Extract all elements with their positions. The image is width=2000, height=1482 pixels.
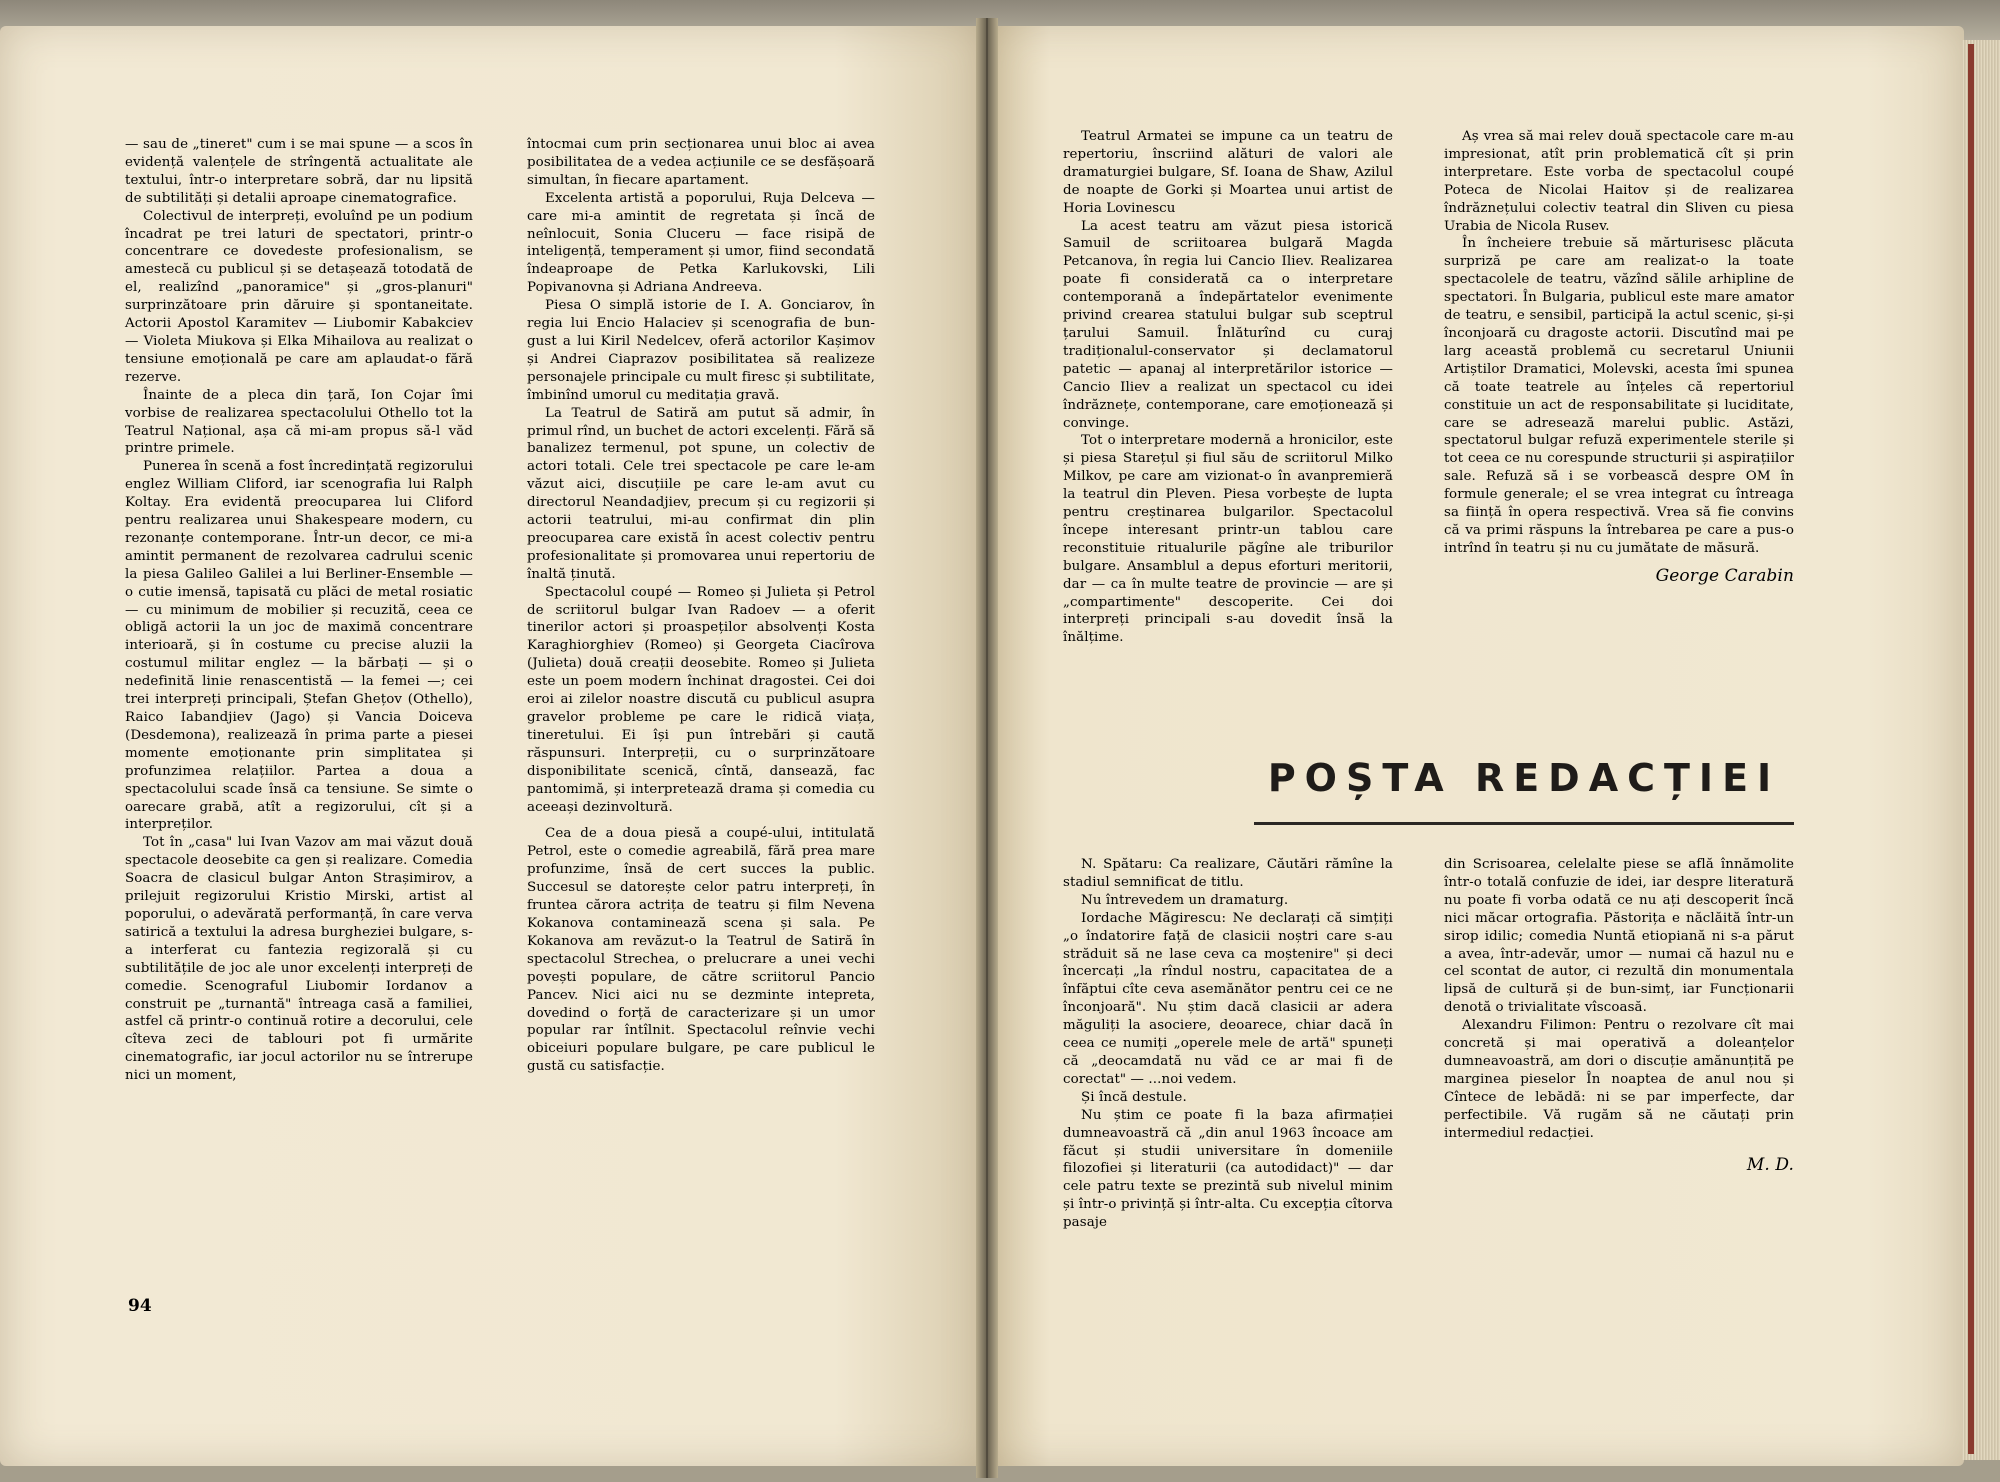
paragraph: Nu întrevedem un dramaturg. bbox=[1081, 892, 1289, 908]
paragraph: Nu știm ce poate fi la baza afirmației dumneavoastră că „din anul 1963 încoace am făcut și studii universitare în domeniile filozofiei și literaturii (ca autodidact)" — dar cele patru texte se prezintă sub nivelul minim și într-o privință și într-alta. Cu excepția cîtorva pasaje bbox=[1063, 1107, 1393, 1231]
paragraph: Și încă destule. bbox=[1081, 1089, 1187, 1105]
book-gutter bbox=[976, 18, 998, 1478]
paragraph: din Scrisoarea, celelalte piese se află înnămolite într-o totală confuzie de idei, iar despre literatură nu poate fi vorba odată ce nu ați descoperit încă nici măcar ortografia. Păstorița e năclăită într-un sirop idilic; comedia Nuntă etiopiană ni s-a părut a avea, într-adevăr, umor — numai că hazul nu e cel scontat de autor, ci rezultă din monumentala lipsă de cultură și de bun-simț, iar Funcționarii denotă o trivialitate vîscoasă. bbox=[1444, 857, 1794, 1016]
paragraph: Punerea în scenă a fost încredințată regizorului englez William Cliford, iar scenografia lui Ralph Koltay. Era evidentă preocuparea lui Cliford pentru realizarea unui Shakespeare modern, cu rezonanțe contemporane. Într-un decor, ce mi-a amintit permanent de rezolvarea cadrului scenic la piesa Galileo Galilei a lui Berliner-Ensemble — o cutie imensă, tapisată cu plăci de metal rosiatic — cu minimum de mobilier și recuzită, ceea ce obligă actorii la un joc de maximă concentrare interioară, și în costume cu precise aluzii la costumul militar englez — la bărbați — și o nedefinită linie renascentistă — la femei —; cei trei interpreți principali, Ștefan Ghețov (Othello), Raico Iabandjiev (Jago) și Vancia Doiceva (Desdemona), realizează în prima parte a piesei momente emoționante prin simplitatea și profunzimea relațiilor. Partea a doua a spectacolului scade însă ca tensiune. Se simte o oarecare grabă, atît a regizorului, cît și a interpreților. bbox=[125, 459, 473, 833]
heading-rule bbox=[1254, 822, 1794, 825]
article-column-4 bbox=[1444, 128, 1794, 586]
letters-column-2 bbox=[1444, 856, 1794, 1174]
paragraph: întocmai cum prin secționarea unui bloc ai avea posibilitatea de a vedea acțiunile ce se desfășoară simultan, în fiecare apartament. bbox=[527, 137, 875, 188]
article-column-3 bbox=[1063, 128, 1393, 647]
paragraph: — sau de „tineret" cum i se mai spune — a scos în evidență valențele de strîngentă actualitate ale textului, într-o interpretare sobră, dar nu lipsită de subtilități și detalii aproape cinematografice. bbox=[125, 137, 473, 206]
letters-column-1 bbox=[1063, 856, 1393, 1232]
paragraph: Piesa O simplă istorie de I. A. Gonciarov, în regia lui Encio Halaciev și scenografia de bun-gust a lui Kiril Nedelcev, oferă actorilor Kașimov și Andrei Ciaprazov posibilitatea să realizeze personajele principale cu mult firesc și subtilitate, îmbinînd umorul cu meditația gravă. bbox=[527, 298, 875, 403]
paragraph: Alexandru Filimon: Pentru o rezolvare cît mai concretă și mai operativă a doleanțelor dumneavoastră, am dori o discuție amănunțită pe marginea pieselor În noaptea de anul nou și Cîntece de lebădă: ni se par imperfecte, dar perfectibile. Vă rugăm să ne căutați prin intermediul redacției. bbox=[1444, 1018, 1794, 1141]
article-column-1 bbox=[125, 136, 473, 1085]
paragraph: Iordache Măgirescu: Ne declarați că simțiți „o îndatorire față de clasicii noștri care s-au străduit să ne lase ceva ca moștenire" și deci încercați „la rîndul nostru, capacitatea de a înfăptui cîte ceva asemănător pentru cei ce ne înconjoară". Nu știm dacă clasicii ar adera măguliți la asociere, deoarece, chiar dacă în ceea ce numiți „operele mele de artă" spuneți că „deocamdată nu văd ce ar mai fi de corectat" — ...noi vedem. bbox=[1063, 910, 1393, 1087]
paragraph: La acest teatru am văzut piesa istorică Samuil de scriitoarea bulgară Magda Petcanova, în regia lui Cancio Iliev. Realizarea poate fi considerată ca o interpretare contemporană a îndepărtatelor evenimente privind crearea statului bulgar sub sceptrul țarului Samuil. Înlăturînd cu curaj tradiționalul-conservator și declamatorul patetic — apanaj al interpretărilor istorice — Cancio Iliev a realizat un spectacol cu idei îndrăznețe, contemporane, care emoționează și convinge. bbox=[1063, 218, 1393, 431]
page-number: 94 bbox=[128, 1296, 152, 1316]
paragraph: La Teatrul de Satiră am putut să admir, în primul rînd, un buchet de actori excelenți. Fără să banalizez termenul, pot spune, un colectiv de actori totali. Cele trei spectacole pe care le-am văzut aici, discuțiile pe care le-am avut cu directorul Neandadjiev, precum și cu regizorii și actorii teatrului, mi-au confirmat din plin preocuparea care există în acest colectiv pentru profesionalitate și promovarea unui repertoriu de înaltă ținută. bbox=[527, 405, 875, 582]
paragraph: N. Spătaru: Ca realizare, Căutări rămîne la stadiul semnificat de titlu. bbox=[1063, 857, 1393, 890]
paragraph: Cea de a doua piesă a coupé-ului, intitulată Petrol, este o comedie agreabilă, fără prea mare profunzime, însă de cert succes la public. Succesul se datorește celor patru interpreți, în fruntea cărora actrița de teatru și film Nevena Kokanova contaminează scena și sala. Pe Kokanova am revăzut-o la Teatrul de Satiră în spectacolul Strechea, o prelucrare a unei vechi povești populare, de către scriitorul Pancio Pancev. Nici aici nu se dezminte intepreta, dovedind o forță de caracterizare și un umor popular rar întîlnit. Spectacolul reînvie vechi obiceiuri populare bulgare, pe care publicul le gustă cu satisfacție. bbox=[527, 826, 875, 1075]
section-heading: POȘTA REDACȚIEI bbox=[1267, 756, 1781, 800]
article-column-2 bbox=[527, 136, 875, 1076]
paragraph: Înainte de a pleca din țară, Ion Cojar îmi vorbise de realizarea spectacolului Othello tot la Teatrul Național, așa că mi-am propus să-l văd printre primele. bbox=[125, 387, 473, 457]
paragraph: Tot o interpretare modernă a hronicilor, este și piesa Starețul și fiul său de scriitorul Milko Milkov, pe care am vizionat-o în avanpremieră la teatrul din Pleven. Piesa vorbește de lupta pentru creștinarea bulgarilor. Spectacolul începe interesant printr-un tablou care reconstituie ritualurile păgîne ale triburilor bulgare. Ansamblul a depus eforturi meritorii, dar — ca în multe teatre de provincie — are și „compartimente" descoperite. Cei doi interpreți principali s-au dovedit însă la înălțime. bbox=[1063, 433, 1393, 646]
paragraph: Colectivul de interpreți, evoluînd pe un podium încadrat pe trei laturi de spectatori, printr-o concentrare ce dovedeste profesionalism, se amestecă cu publicul și se detașează totodată de el, realizînd „panoramice" și „gros-planuri" surprinzătoare prin dăruire și spontaneitate. Actorii Apostol Karamitev — Liubomir Kabakciev — Violeta Miukova și Elka Mihailova au realizat o tensiune emoțională pe care am aplaudat-o fără rezerve. bbox=[125, 208, 473, 385]
paragraph: Teatrul Armatei se impune ca un teatru de repertoriu, înscriind alături de valori ale dramaturgiei bulgare, Sf. Ioana de Shaw, Azilul de noapte de Gorki și Moartea unui artist de Horia Lovinescu bbox=[1063, 129, 1393, 216]
paragraph: Tot în „casa" lui Ivan Vazov am mai văzut două spectacole deosebite ca gen și realizare. Comedia Soacra de clasicul bulgar Anton Strașimirov, a prilejuit regizorului Kristio Mirski, artist al poporului, o adevărată performanță, în care verva satirică a textului la adresa burgheziei bulgare, s-a interferat cu fantezia regizorală și cu subtilitățile de joc ale unor excelenți interpreți de comedie. Scenograful Liubomir Iordanov a construit pe „turnantă" întreaga casă a familiei, astfel că printr-o continuă rotire a decorului, cele cîteva zeci de tablouri pot fi urmărite cinematografic, iar jocul actorilor nu se întrerupe nici un moment, bbox=[125, 835, 473, 1084]
paragraph: Excelenta artistă a poporului, Ruja Delceva — care mi-a amintit de regretata și încă de neînlocuit, Sonia Cluceru — face risipă de inteligență, temperament și umor, fiind secondată îndeaproape de Petka Karlukovski, Lili Popivanovna și Adriana Andreeva. bbox=[527, 190, 875, 296]
bookmark-ribbon bbox=[1968, 44, 1974, 1454]
editor-signature: M. D. bbox=[1746, 1154, 1794, 1175]
paragraph: Spectacolul coupé — Romeo și Julieta și Petrol de scriitorul bulgar Ivan Radoev — a oferit tinerilor actori și proaspeților absolvenți Kosta Karaghiorghiev (Romeo) și Georgeta Ciacîrova (Julieta) două creații deosebite. Romeo și Julieta este un poem modern închinat dragostei. Cei doi eroi ai zilelor noastre discută cu publicul asupra gravelor probleme pe care le ridică viața, tineretului. Ei își pun întrebări și caută răspunsuri. Interpreții, cu o surprinzătoare disponibilitate scenică, cîntă, dansează, fac pantomimă, și interpretează drama și comedia cu aceeași dezinvoltură. bbox=[527, 584, 875, 815]
paragraph: Aș vrea să mai relev două spectacole care m-au impresionat, atît prin problematică cît și prin interpretare. Este vorba de spectacolul coupé Poteca de Nicolai Haitov și de realizarea îndrăznețului colectiv teatral din Sliven cu piesa Urabia de Nicola Rusev. bbox=[1444, 129, 1794, 234]
paragraph: În încheiere trebuie să mărturisesc plăcuta surpriză pe care am realizat-o la toate spectacolele de teatru, văzînd sălile arhipline de spectatori. În Bulgaria, publicul este mare amator de teatru, e sensibil, participă la actul scenic, și-și înconjoară cu dragoste actorii. Discutînd mai pe larg această problemă cu secretarul Uniunii Artiștilor Dramatici, Molevski, acesta îmi spunea că toate teatrele au înțeles că repertoriul constituie un act de responsabilitate și luciditate, care se adresează marelui public. Astăzi, spectatorul bulgar refuză experimentele sterile și tot ceea ce nu corespunde structurii și aspirațiilor sale. Refuză să i se vorbească despre OM în formule generale; el se vrea integrat cu întreaga sa ființă în opera respectivă. Vrea să fie convins că va primi răspuns la întrebarea pe care a pus-o intrînd în teatru și nu cu jumătate de măsură. bbox=[1444, 236, 1794, 556]
author-signature: George Carabin bbox=[1655, 565, 1794, 586]
